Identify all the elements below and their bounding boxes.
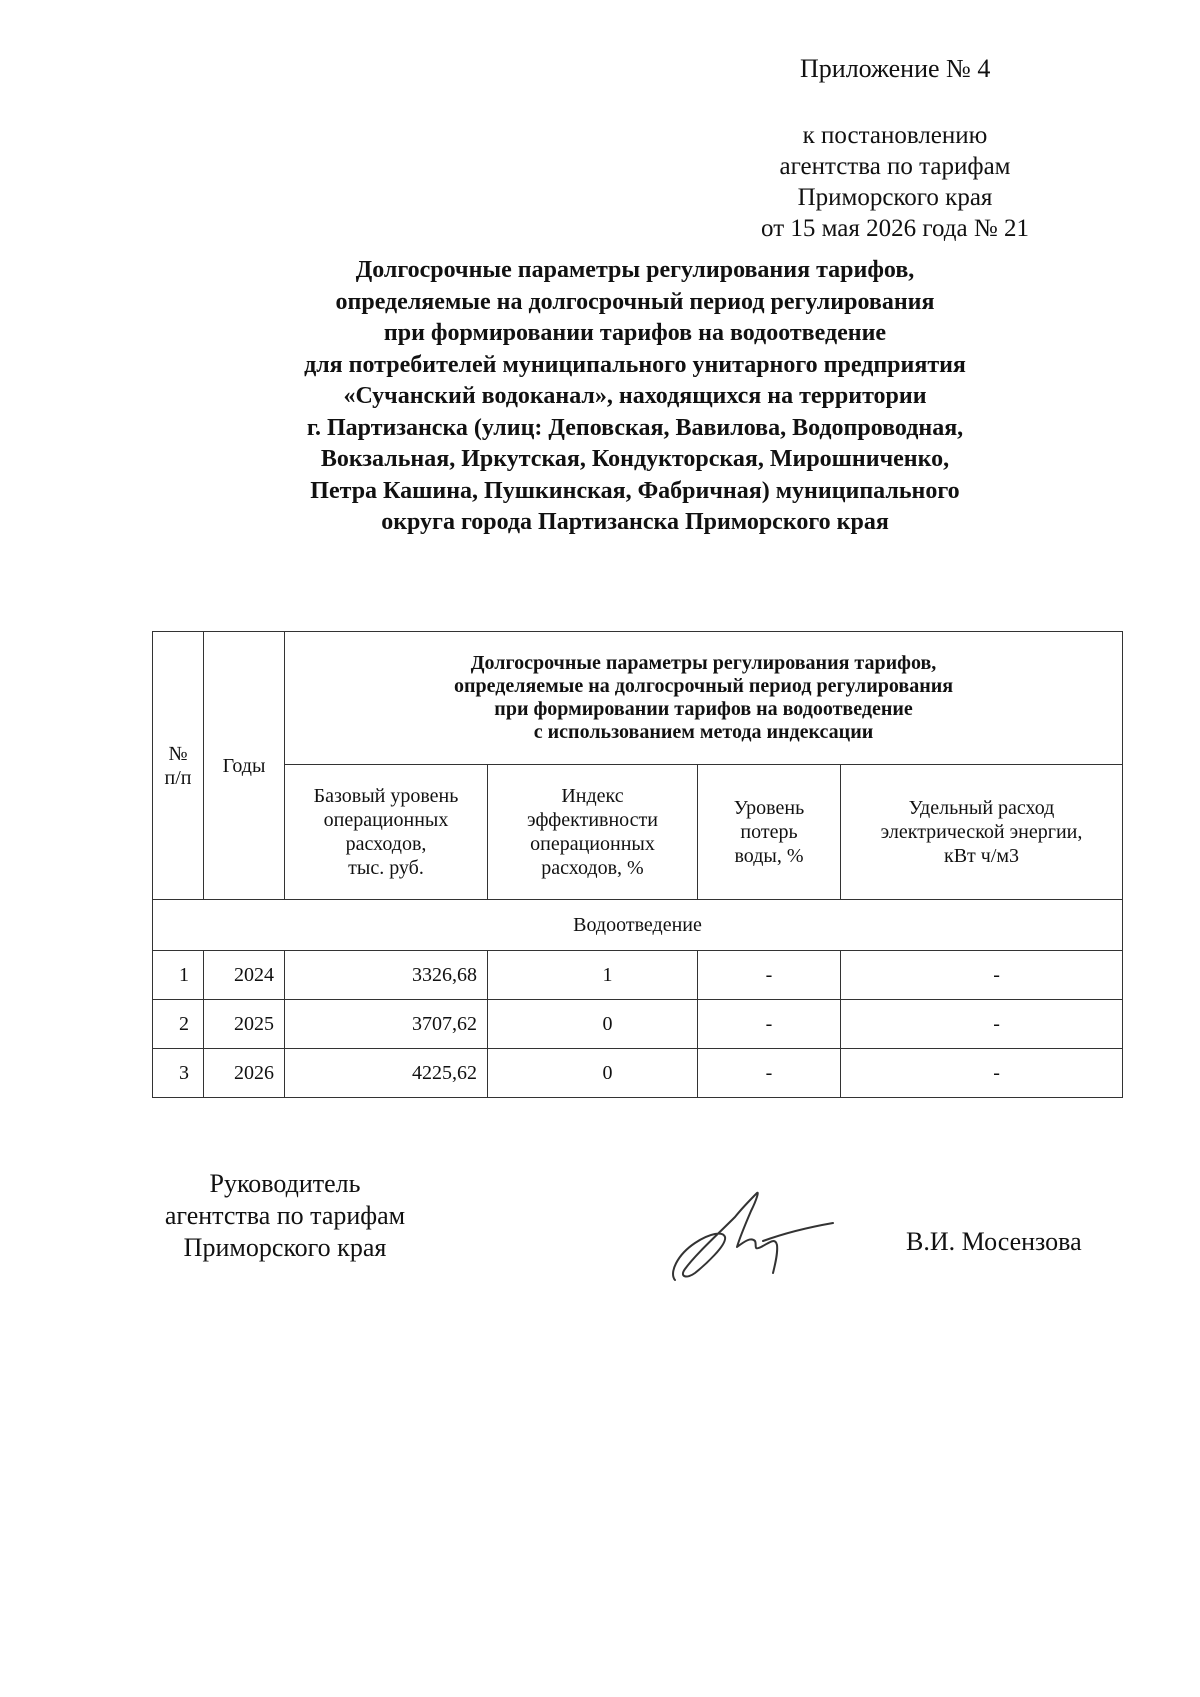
table-row <box>153 1000 1123 1049</box>
cell-energy-consumption: - <box>841 951 1123 1000</box>
cell-base-opex: 4225,62 <box>285 1049 488 1098</box>
position-line: агентства по тарифам <box>164 1201 406 1230</box>
title-line: г. Партизанска (улиц: Деповская, Вавилова, Водопроводная, <box>306 414 964 441</box>
handwritten-signature <box>665 1185 835 1285</box>
header-group <box>285 632 1123 765</box>
group-header-line: определяемые на долгосрочный период регулирования <box>453 675 954 697</box>
header-water-loss: Уровень потерь воды, % <box>698 765 841 900</box>
cell-number: 2 <box>153 1000 204 1049</box>
title-line: Долгосрочные параметры регулирования тарифов, <box>355 257 915 283</box>
section-row: Водоотведение <box>153 900 1123 951</box>
parameters-table <box>152 631 1123 1098</box>
table-row <box>153 1049 1123 1098</box>
header-base-opex: Базовый уровень операционных расходов, тыс. руб. <box>285 765 488 900</box>
cell-water-loss: - <box>698 1049 841 1098</box>
cell-energy-consumption: - <box>841 1000 1123 1049</box>
title-line: при формировании тарифов на водоотведение <box>383 320 887 346</box>
header-efficiency-index: Индекс эффективности операционных расходов, % <box>488 765 698 900</box>
group-header-line: Долгосрочные параметры регулирования тарифов, <box>470 652 937 674</box>
decree-reference <box>745 120 1045 244</box>
title-line: округа города Партизанска Приморского края <box>381 509 889 535</box>
decree-line: к постановлению <box>802 122 988 149</box>
cell-base-opex: 3326,68 <box>285 951 488 1000</box>
header-number: № п/п <box>153 632 204 900</box>
position-line: Руководитель <box>209 1169 361 1198</box>
position-line: Приморского края <box>183 1233 387 1262</box>
cell-efficiency-index: 0 <box>488 1000 698 1049</box>
title-line: Петра Кашина, Пушкинская, Фабричная) муниципального <box>310 477 960 504</box>
signatory-position <box>140 1168 430 1264</box>
title-line: определяемые на долгосрочный период регулирования <box>335 288 935 315</box>
cell-number: 1 <box>153 951 204 1000</box>
cell-year: 2026 <box>204 1049 285 1098</box>
cell-year: 2025 <box>204 1000 285 1049</box>
decree-line: Приморского края <box>797 184 993 211</box>
cell-year: 2024 <box>204 951 285 1000</box>
cell-efficiency-index: 1 <box>488 951 698 1000</box>
cell-energy-consumption: - <box>841 1049 1123 1098</box>
header-energy-consumption: Удельный расход электрической энергии, кВт ч/м3 <box>841 765 1123 900</box>
cell-number: 3 <box>153 1049 204 1098</box>
signatory-name: В.И. Мосензова <box>906 1227 1082 1256</box>
cell-water-loss: - <box>698 1000 841 1049</box>
decree-line: агентства по тарифам <box>779 153 1011 180</box>
header-year: Годы <box>204 632 285 900</box>
title-line: для потребителей муниципального унитарного предприятия <box>304 351 966 378</box>
annex-number: Приложение № 4 <box>800 54 991 83</box>
cell-base-opex: 3707,62 <box>285 1000 488 1049</box>
decree-line: от 15 мая 2026 года № 21 <box>761 215 1029 242</box>
title-line: Вокзальная, Иркутская, Кондукторская, Мирошниченко, <box>320 446 950 472</box>
cell-water-loss: - <box>698 951 841 1000</box>
title-line: «Сучанский водоканал», находящихся на территории <box>343 383 927 409</box>
group-header-line: при формировании тарифов на водоотведение <box>494 698 913 720</box>
table-row <box>153 951 1123 1000</box>
group-header-line: с использованием метода индексации <box>533 721 874 743</box>
document-title <box>190 255 1080 539</box>
cell-efficiency-index: 0 <box>488 1049 698 1098</box>
